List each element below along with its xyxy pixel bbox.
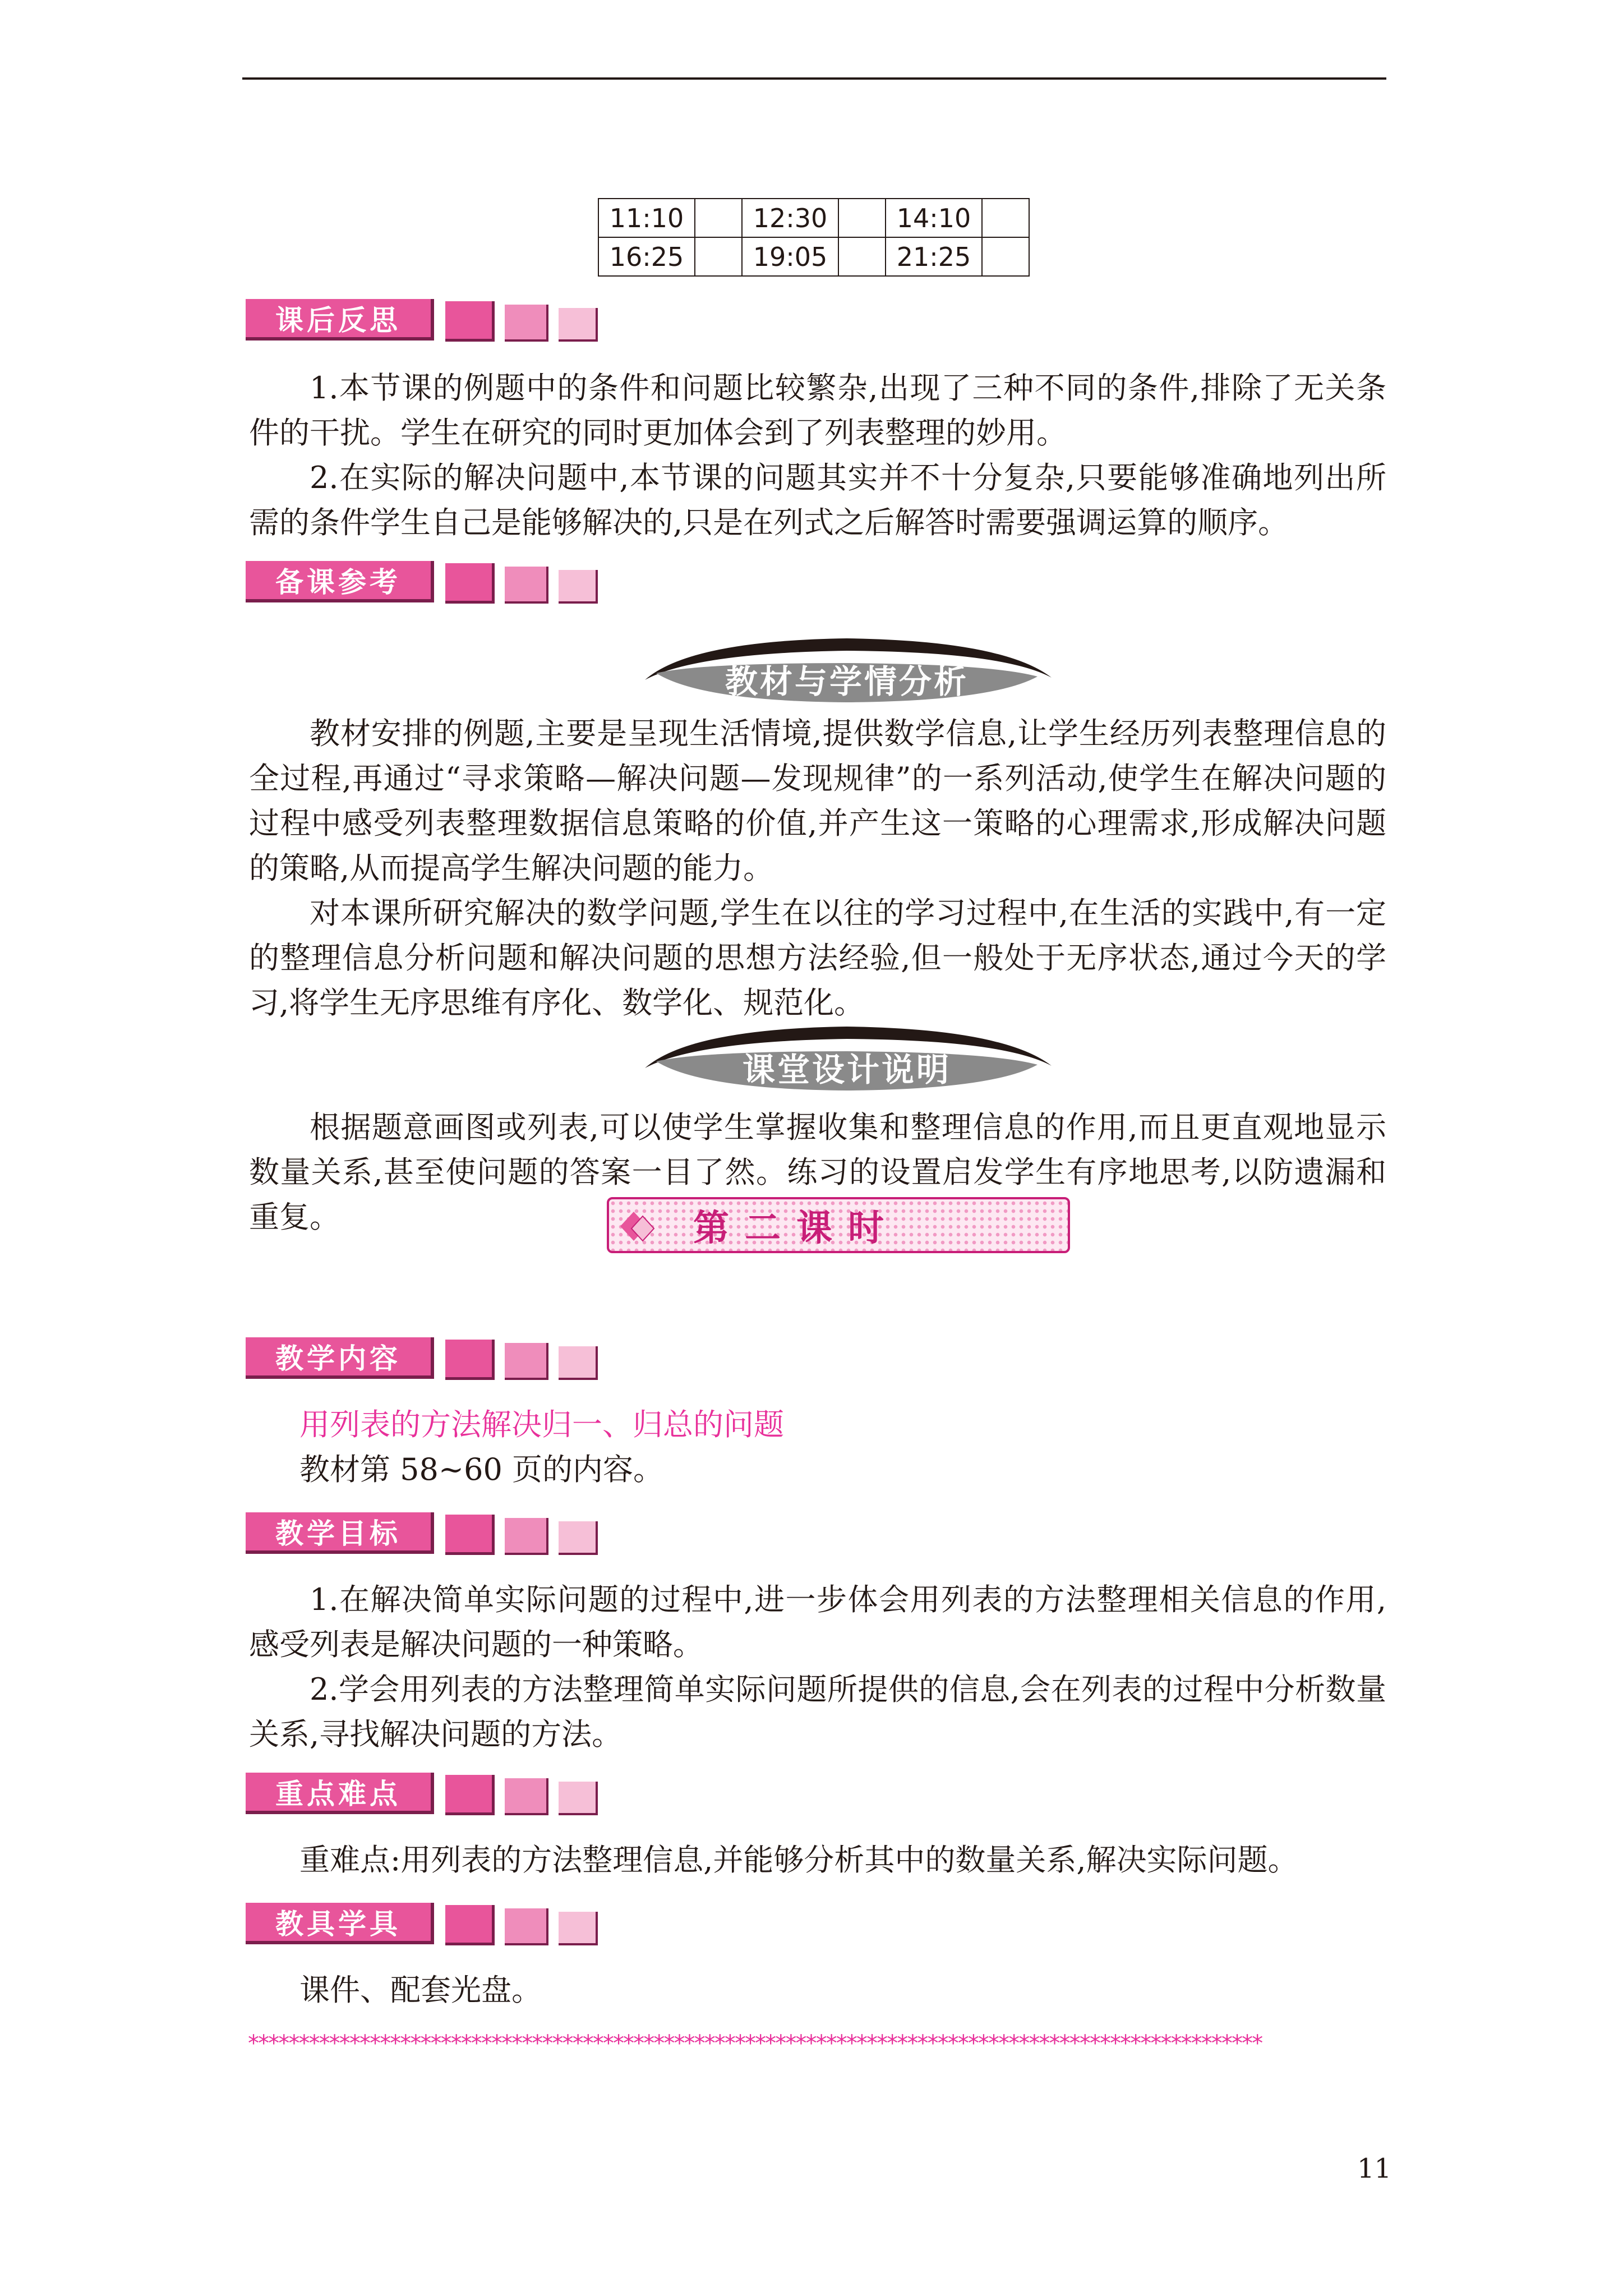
table-cell: 12:30 xyxy=(742,199,838,237)
reflection-paragraph-2: 2.在实际的解决问题中,本节课的问题其实并不十分复杂,只要能够准确地列出所需的条件学生自己是能够解决的,只是在列式之后解答时需要强调运算的顺序。 xyxy=(249,460,1386,540)
table-cell xyxy=(838,199,886,237)
banner-title: 课堂设计说明 xyxy=(742,1051,951,1089)
badge-square-decoration xyxy=(559,1782,598,1815)
badge-square-decoration xyxy=(559,1521,598,1555)
analysis-paragraph-1: 教材安排的例题,主要是呈现生活情境,提供数学信息,让学生经历列表整理信息的全过程,再通过“寻求策略—解决问题—发现规律”的一系列活动,使学生在解决问题的过程中感受列表整理数据信息策略的价值,并产生这一策略的心理需求,形成解决问题的策略,从而提高学生解决问题的能力。 xyxy=(249,716,1386,886)
badge-square-decoration xyxy=(445,563,495,604)
goals-paragraph-1: 1.在解决简单实际问题的过程中,进一步体会用列表的方法整理相关信息的作用,感受列表是解决问题的一种策略。 xyxy=(249,1582,1386,1662)
table-row xyxy=(598,199,1029,237)
lesson-title: 第二课时 xyxy=(693,1208,900,1249)
badge-square-decoration xyxy=(559,1346,598,1380)
lesson-topic: 用列表的方法解决归一、归总的问题 xyxy=(299,1407,784,1442)
table-cell xyxy=(695,237,742,276)
badge-square-decoration xyxy=(505,1778,548,1815)
table-cell: 14:10 xyxy=(886,199,982,237)
badge-square-decoration xyxy=(559,308,598,342)
badge-square-decoration xyxy=(445,1775,495,1815)
section-title: 教学目标 xyxy=(246,1512,434,1554)
badge-square-decoration xyxy=(559,570,598,604)
star-divider: **************************************************************************************************** xyxy=(247,2031,1261,2056)
section-title: 课后反思 xyxy=(246,299,434,341)
section-title: 教具学具 xyxy=(246,1903,434,1944)
key-points-text: 重难点:用列表的方法整理信息,并能够分析其中的数量关系,解决实际问题。 xyxy=(299,1842,1298,1878)
table-cell xyxy=(838,237,886,276)
goals-paragraph-2: 2.学会用列表的方法整理简单实际问题所提供的信息,会在列表的过程中分析数量关系,寻找解决问题的方法。 xyxy=(249,1672,1386,1752)
section-title: 备课参考 xyxy=(246,561,434,602)
banner-title: 教材与学情分析 xyxy=(725,662,969,701)
banner-analysis xyxy=(634,628,1060,712)
table-cell: 11:10 xyxy=(598,199,695,237)
section-title: 重点难点 xyxy=(246,1773,434,1814)
design-paragraph: 根据题意画图或列表,可以使学生掌握收集和整理信息的作用,而且更直观地显示数量关系,甚至使问题的答案一目了然。练习的设置启发学生有序地思考,以防遗漏和重复。 xyxy=(249,1110,1386,1235)
tools-text: 课件、配套光盘。 xyxy=(299,1972,542,2008)
table-cell: 16:25 xyxy=(598,237,695,276)
badge-square-decoration xyxy=(505,1908,548,1945)
page-number: 11 xyxy=(1357,2153,1392,2184)
table-cell: 21:25 xyxy=(886,237,982,276)
banner-design xyxy=(634,1016,1060,1101)
badge-square-decoration xyxy=(445,1340,495,1380)
badge-square-decoration xyxy=(505,567,548,604)
table-cell: 19:05 xyxy=(742,237,838,276)
badge-square-decoration xyxy=(559,1912,598,1945)
analysis-paragraph-2: 对本课所研究解决的数学问题,学生在以往的学习过程中,在生活的实践中,有一定的整理信息分析问题和解决问题的思想方法经验,但一般处于无序状态,通过今天的学习,将学生无序思维有序化、数学化、规范化。 xyxy=(249,895,1386,1020)
textbook-pages: 教材第 58~60 页的内容。 xyxy=(299,1452,664,1487)
table-cell xyxy=(982,199,1029,237)
badge-square-decoration xyxy=(445,1905,495,1945)
badge-square-decoration xyxy=(505,1518,548,1555)
reflection-paragraph-1: 1.本节课的例题中的条件和问题比较繁杂,出现了三种不同的条件,排除了无关条件的干扰。学生在研究的同时更加体会到了列表整理的妙用。 xyxy=(249,370,1386,450)
lesson-diamond-icon xyxy=(615,1204,660,1249)
table-row xyxy=(598,237,1029,276)
badge-square-decoration xyxy=(445,1515,495,1555)
table-cell xyxy=(982,237,1029,276)
time-table xyxy=(598,198,1030,277)
top-rule xyxy=(242,77,1386,80)
badge-square-decoration xyxy=(505,305,548,342)
badge-square-decoration xyxy=(505,1343,548,1380)
badge-square-decoration xyxy=(445,301,495,342)
section-title: 教学内容 xyxy=(246,1337,434,1379)
table-cell xyxy=(695,199,742,237)
lesson-title-box xyxy=(607,1197,1070,1253)
